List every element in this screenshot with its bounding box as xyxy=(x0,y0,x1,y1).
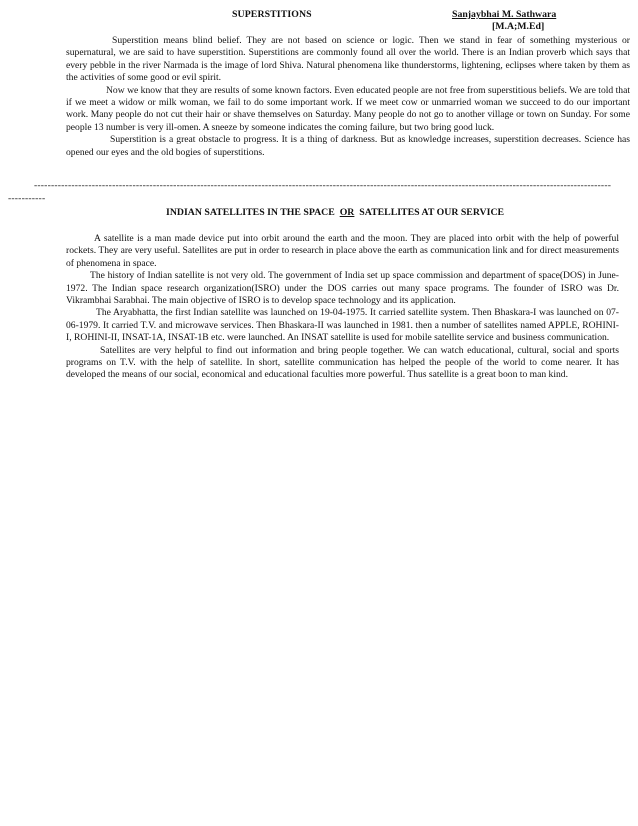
author-name-text: Sanjaybhai M. Sathwara xyxy=(452,9,557,20)
superstitions-body xyxy=(66,35,630,159)
satellites-paragraph-3: The Aryabhatta, the first Indian satellite was launched on 19-04-1975. It carried satellite system. Then Bhaskara-I was launched on 07-06-1979. It carried T.V. and microwave services. Then Bhaskara-II was launched in 1981. then a number of satellites named APPLE, ROHINI-I, ROHINI-II, INSAT-1A, INSAT-1B etc. were launched. An INSAT satellite is used for mobile satellite service and business communication. xyxy=(66,307,619,344)
satellites-body xyxy=(66,233,619,382)
essay-title-superstitions: SUPERSTITIONS xyxy=(232,9,312,20)
author-name xyxy=(452,9,556,21)
superstitions-paragraph-2: Now we know that they are results of some known factors. Even educated people are not free from superstitious beliefs. We are told that if we meet a widow or milk woman, we fail to do some important work. If we meet cow or unmarried woman we succeed to do our important work. Many people do not cut their hair or shave themselves on Saturday. Many people do not go to another village or town on Sunday. For some people 13 number is very ill-omen. A sneeze by someone indicates the coming failure, but two bring good luck. xyxy=(66,84,630,133)
satellites-paragraph-1: A satellite is a man made device put into orbit around the earth and the moon. They are placed into orbit with the help of powerful rockets. They are very useful. Satellites are put in order to research in place above the earth as communication link and for direct measurements of phenomena in space. xyxy=(66,233,619,269)
satellites-paragraph-4: Satellites are very helpful to find out information and bring people together. We can watch educational, cultural, social and sports programs on T.V. with the help of satellite. In short, satellite communication has helped the people of the world to come nearer. It has developed the means of our social, economical and educational faculties more powerful. Thus satellite is a great boon to man kind. xyxy=(66,344,619,381)
essay-title-satellites xyxy=(166,207,504,219)
superstitions-paragraph-1: Superstition means blind belief. They are not based on science or logic. Then we stand in fear of something mysterious or supernatural, we are said to have superstition. Superstitions are commonly found all over the world. There is an Indian proverb which says that every pebble in the river Narmada is the image of lord Shiva. Natural phenomena like thunderstorms, lightening, eclipses where taken by them as the activities of some good or evil spirit. xyxy=(66,35,630,84)
header xyxy=(0,9,638,35)
title-part-1: INDIAN SATELLITES IN THE SPACE xyxy=(166,207,335,218)
title-part-2: SATELLITES AT OUR SERVICE xyxy=(359,207,505,218)
title-or: OR xyxy=(339,207,355,218)
author-degree: [M.A;M.Ed] xyxy=(492,21,545,32)
satellites-paragraph-2: The history of Indian satellite is not very old. The government of India set up space commission and department of space(DOS) in June-1972. The Indian space research organization(ISRO) under the DOS carries out many space programs. The founder of ISRO was Dr. Vikrambhai Sarabhai. The main objective of ISRO is to develop space technology and its application. xyxy=(66,270,619,307)
separator-line-continuation: ----------- xyxy=(8,193,46,204)
separator-line: -------------------------------------------------------------------------------------------------------------------------------------------------------------------------- xyxy=(34,180,612,191)
superstitions-paragraph-3: Superstition is a great obstacle to progress. It is a thing of darkness. But as knowledge increases, superstition decreases. Science has opened our eyes and the old bogies of superstitions. xyxy=(66,134,630,158)
